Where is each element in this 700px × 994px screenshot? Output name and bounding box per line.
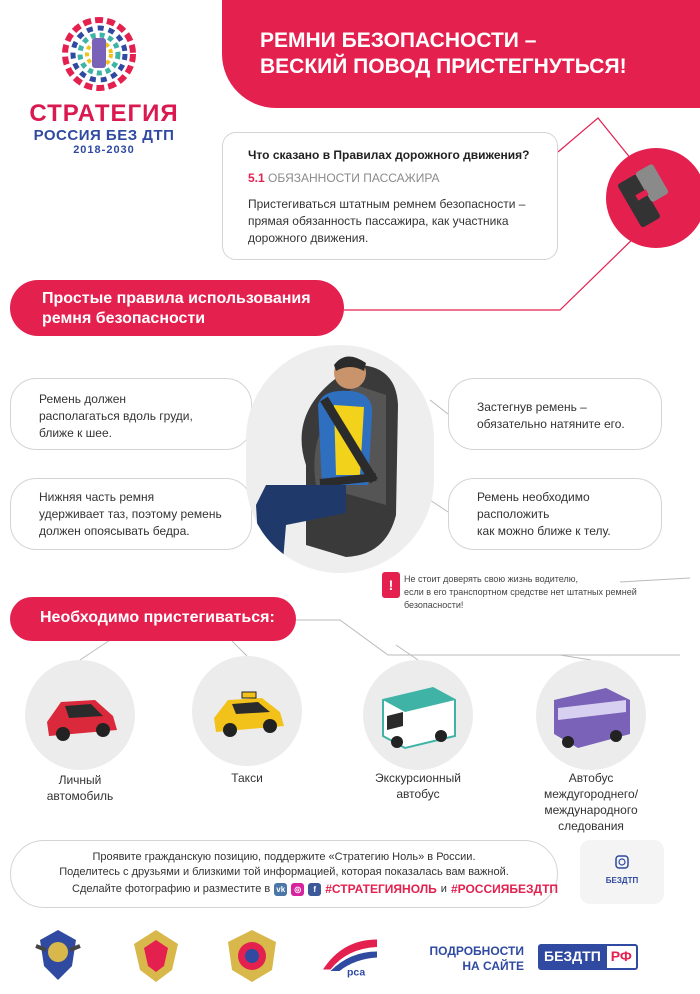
page-title-line1: РЕМНИ БЕЗОПАСНОСТИ – <box>260 29 537 52</box>
hashtag-strategy-zero[interactable]: #СТРАТЕГИЯНОЛЬ <box>325 882 437 896</box>
tip-line: удерживает таз, поэтому ремень <box>39 507 222 521</box>
vehicle-label-line: Личный <box>58 773 102 787</box>
vehicle-label-line: автобус <box>396 787 440 801</box>
tip-line: расположить <box>477 507 550 521</box>
vehicle-label-line: Такси <box>231 771 263 785</box>
rsa-logo-icon <box>320 926 380 986</box>
intercity-bus-icon <box>536 660 646 770</box>
traffic-police-emblem-icon <box>222 926 282 986</box>
page-title <box>260 28 680 80</box>
passenger-seated-icon <box>246 345 434 573</box>
vehicle-label-line: Экскурсионный <box>375 771 461 785</box>
vehicle-label <box>516 770 666 834</box>
rules-text-line: дорожного движения. <box>248 231 369 245</box>
footer-line: Поделитесь с друзьями и близкими той информацией, которая показалась вам важной. <box>59 866 509 878</box>
logo-subtitle: РОССИЯ БЕЗ ДТП <box>33 127 175 144</box>
warning-line: если в его транспортном средстве нет штатных ремней безопасности! <box>404 587 637 610</box>
footer-share-row <box>72 881 558 897</box>
tip-line: Ремень должен <box>39 392 127 406</box>
vehicles-section-banner: Необходимо пристегиваться: <box>10 597 296 641</box>
rules-section-banner <box>10 280 344 336</box>
more-info-line: ПОДРОБНОСТИ <box>429 944 524 958</box>
instagram-icon[interactable]: ◎ <box>291 883 304 896</box>
more-info-text <box>426 944 524 974</box>
car-icon <box>25 660 135 770</box>
tip-line: как можно ближе к телу. <box>477 524 611 538</box>
rules-section-title-line: Простые правила использования <box>42 290 311 307</box>
logo-title: СТРАТЕГИЯ <box>29 100 179 127</box>
vehicle-label-line: междугороднего/ <box>543 787 639 801</box>
interior-ministry-emblem-icon <box>126 926 186 986</box>
rules-section-title: ОБЯЗАННОСТИ ПАССАЖИРА <box>268 171 440 185</box>
tip-line: обязательно натяните его. <box>477 417 625 431</box>
warning-text <box>404 573 694 612</box>
footer-and: и <box>440 883 447 895</box>
more-info-line: НА САЙТЕ <box>462 959 524 973</box>
vehicle-label-line: Автобус <box>568 771 614 785</box>
tip-line: располагаться вдоль груди, <box>39 409 193 423</box>
instagram-icon <box>580 840 664 880</box>
facebook-icon[interactable]: f <box>308 883 321 896</box>
tip-box <box>448 378 662 450</box>
vk-icon[interactable]: vk <box>274 883 287 896</box>
vehicle-label <box>5 772 155 804</box>
seatbelt-buckle-icon <box>606 148 700 248</box>
rules-text-line: прямая обязанность пассажира, как участника <box>248 214 509 228</box>
rules-section-title-line: ремня безопасности <box>42 310 206 327</box>
footer-line: Проявите гражданскую позицию, поддержите «Стратегию Ноль» в России. <box>92 851 476 863</box>
rules-text <box>248 196 548 247</box>
rules-section-number: 5.1 <box>248 171 265 185</box>
rsa-logo-label: рса <box>347 966 366 979</box>
tip-line: Застегнув ремень – <box>477 400 587 414</box>
passenger-illustration <box>246 345 434 573</box>
tip-line: Ремень необходимо <box>477 490 590 504</box>
tip-line: Нижняя часть ремня <box>39 490 155 504</box>
tip-box <box>10 478 252 550</box>
tip-line: ближе к шее. <box>39 426 112 440</box>
vehicle-label <box>343 770 493 802</box>
warning-icon: ! <box>382 572 400 598</box>
vehicle-label <box>172 770 322 786</box>
site-link-badge[interactable] <box>538 944 674 970</box>
site-link-right: РФ <box>605 944 638 970</box>
logo-years: 2018-2030 <box>73 144 135 156</box>
footer-line: Сделайте фотографию и разместите в <box>72 883 271 895</box>
strategy-logo-icon <box>58 8 140 100</box>
tip-line: должен опоясывать бедра. <box>39 524 190 538</box>
tip-box <box>10 378 252 450</box>
rules-question: Что сказано в Правилах дорожного движения? <box>248 148 530 162</box>
rules-text-line: Пристегиваться штатным ремнем безопасности – <box>248 197 526 211</box>
page-title-line2: ВЕСКИЙ ПОВОД ПРИСТЕГНУТЬСЯ! <box>260 55 627 78</box>
transport-ministry-emblem-icon <box>28 926 88 986</box>
instagram-card-label: БЕЗДТП <box>605 876 639 885</box>
tour-bus-icon <box>363 660 473 770</box>
vehicle-label-line: международного <box>544 803 638 817</box>
hashtag-russia-no-accidents[interactable]: #РОССИЯБЕЗДТП <box>450 882 559 896</box>
vehicle-label-line: автомобиль <box>46 789 114 803</box>
tip-box <box>448 478 662 550</box>
instagram-card[interactable] <box>580 840 664 904</box>
taxi-icon <box>192 656 302 766</box>
warning-line: Не стоит доверять свою жизнь водителю, <box>404 574 578 584</box>
vehicle-label-line: следования <box>558 819 624 833</box>
site-link-left: БЕЗДТП <box>538 944 605 970</box>
